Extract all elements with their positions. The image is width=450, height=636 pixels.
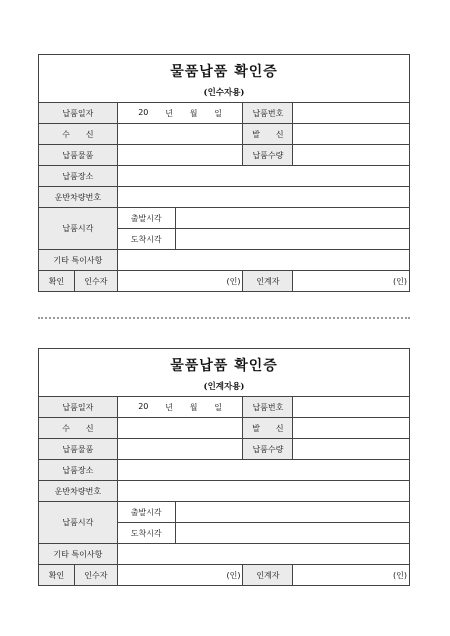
delivery-date-label: 납품일자 xyxy=(39,103,118,124)
delivery-form-acceptor xyxy=(38,54,410,292)
remarks-field[interactable] xyxy=(117,250,409,271)
delivery-date-field[interactable] xyxy=(117,397,243,418)
receiver-field[interactable] xyxy=(117,124,243,145)
delivery-number-field[interactable] xyxy=(293,397,410,418)
form-header xyxy=(39,55,410,103)
delivery-date-field[interactable] xyxy=(117,103,243,124)
delivery-form-transferor xyxy=(38,348,410,586)
delivery-date-label: 납품일자 xyxy=(39,397,118,418)
acceptor-seal-mark: (인) xyxy=(226,276,241,286)
delivery-number-label: 납품번호 xyxy=(243,103,293,124)
acceptor-seal-mark: (인) xyxy=(226,570,241,580)
sender-field[interactable] xyxy=(293,124,410,145)
goods-label: 납품물품 xyxy=(39,439,118,460)
transferor-seal-mark: (인) xyxy=(393,570,407,580)
arrival-time-label: 도착시각 xyxy=(117,229,175,250)
quantity-field[interactable] xyxy=(293,145,410,166)
form-title: 물품납품 확인증 xyxy=(170,64,278,80)
sender-field[interactable] xyxy=(293,418,410,439)
receiver-label: 수 신 xyxy=(39,124,118,145)
delivery-time-label: 납품시각 xyxy=(39,502,118,544)
confirm-label: 확인 xyxy=(39,565,75,586)
remarks-label: 기타 특이사항 xyxy=(39,250,118,271)
departure-time-field[interactable] xyxy=(175,208,409,229)
vehicle-number-field[interactable] xyxy=(117,481,409,502)
arrival-time-field[interactable] xyxy=(175,523,409,544)
goods-field[interactable] xyxy=(117,145,243,166)
transferor-label: 인계자 xyxy=(243,565,293,586)
acceptor-signature-field[interactable] xyxy=(117,565,243,586)
vehicle-number-label: 운반차량번호 xyxy=(39,187,118,208)
date-year-prefix: 20 xyxy=(138,107,149,117)
goods-field[interactable] xyxy=(117,439,243,460)
confirm-label: 확인 xyxy=(39,271,75,292)
acceptor-signature-field[interactable] xyxy=(117,271,243,292)
quantity-label: 납품수량 xyxy=(243,439,293,460)
delivery-time-label: 납품시각 xyxy=(39,208,118,250)
sender-label: 발 신 xyxy=(243,418,293,439)
acceptor-label: 인수자 xyxy=(74,565,117,586)
place-label: 납품장소 xyxy=(39,166,118,187)
transferor-label: 인계자 xyxy=(243,271,293,292)
date-day-unit: 일 xyxy=(214,402,223,412)
departure-time-field[interactable] xyxy=(175,502,409,523)
transferor-seal-mark: (인) xyxy=(393,276,407,286)
receiver-field[interactable] xyxy=(117,418,243,439)
departure-time-label: 출발시각 xyxy=(117,208,175,229)
date-year-unit: 년 xyxy=(165,108,173,118)
place-field[interactable] xyxy=(117,460,409,481)
delivery-number-label: 납품번호 xyxy=(243,397,293,418)
remarks-field[interactable] xyxy=(117,544,409,565)
vehicle-number-label: 운반차량번호 xyxy=(39,481,118,502)
form-subtitle: (인수자용) xyxy=(203,88,245,98)
arrival-time-label: 도착시각 xyxy=(117,523,175,544)
form-title: 물품납품 확인증 xyxy=(170,358,278,374)
date-month-unit: 월 xyxy=(189,402,198,412)
date-month-unit: 월 xyxy=(189,108,198,118)
arrival-time-field[interactable] xyxy=(175,229,409,250)
quantity-field[interactable] xyxy=(293,439,410,460)
place-field[interactable] xyxy=(117,166,409,187)
cut-line-divider xyxy=(38,317,410,319)
date-year-prefix: 20 xyxy=(138,401,149,411)
place-label: 납품장소 xyxy=(39,460,118,481)
date-year-unit: 년 xyxy=(165,402,173,412)
receiver-label: 수 신 xyxy=(39,418,118,439)
departure-time-label: 출발시각 xyxy=(117,502,175,523)
form-subtitle: (인계자용) xyxy=(203,382,245,392)
quantity-label: 납품수량 xyxy=(243,145,293,166)
date-day-unit: 일 xyxy=(214,108,223,118)
vehicle-number-field[interactable] xyxy=(117,187,409,208)
transferor-signature-field[interactable] xyxy=(293,565,410,586)
sender-label: 발 신 xyxy=(243,124,293,145)
transferor-signature-field[interactable] xyxy=(293,271,410,292)
delivery-number-field[interactable] xyxy=(293,103,410,124)
form-header xyxy=(39,349,410,397)
acceptor-label: 인수자 xyxy=(74,271,117,292)
goods-label: 납품물품 xyxy=(39,145,118,166)
remarks-label: 기타 특이사항 xyxy=(39,544,118,565)
